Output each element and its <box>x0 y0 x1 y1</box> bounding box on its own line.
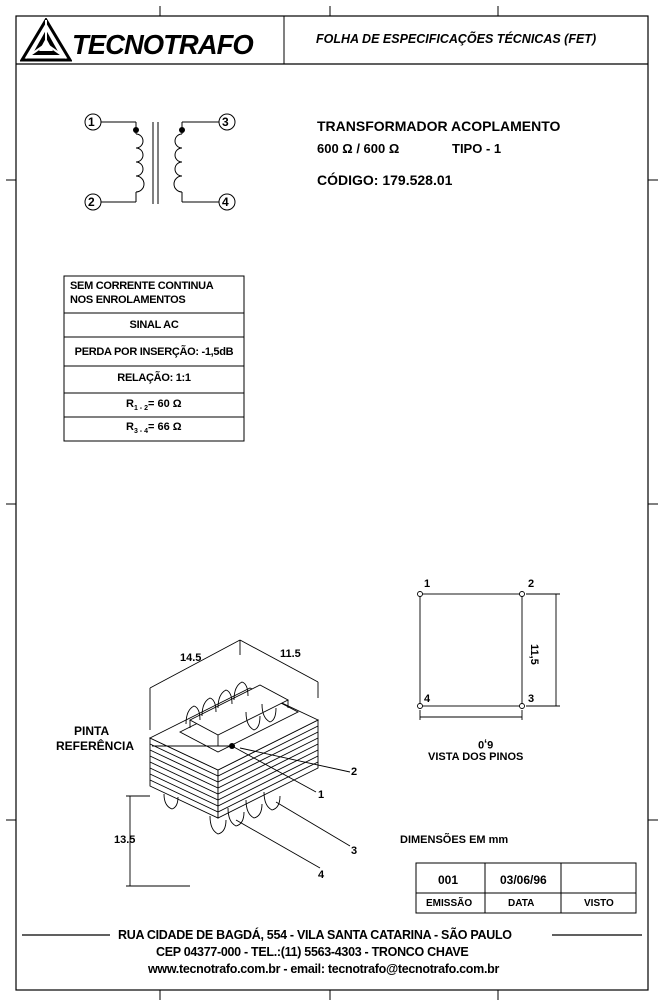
spec-row-dc-line1: SEM CORRENTE CONTINUA <box>70 280 214 292</box>
footer-contact: CEP 04377-000 - TEL.:(11) 5563-4303 - TRONCO CHAVE <box>156 945 469 959</box>
footer-web: www.tecnotrafo.com.br - email: tecnotrafo@tecnotrafo.com.br <box>148 962 500 976</box>
spec-row-signal: SINAL AC <box>129 319 179 331</box>
drawing-pin-4: 4 <box>318 869 325 881</box>
spec-row-r34 <box>126 421 182 435</box>
drawing-pin-3: 3 <box>351 845 358 857</box>
transformer-schematic <box>80 108 240 218</box>
dim-height: 13.5 <box>114 834 136 846</box>
logo-text: TECNOTRAFO <box>72 29 253 60</box>
date-value: 03/06/96 <box>500 873 547 887</box>
pin-view-caption: VISTA DOS PINOS <box>428 751 524 763</box>
product-type: TIPO - 1 <box>452 141 502 156</box>
emission-label: EMISSÃO <box>426 898 473 909</box>
r12-prefix: R <box>126 398 134 410</box>
spec-row-insertion-loss: PERDA POR INSERÇÃO: -1,5dB <box>74 346 234 358</box>
schematic-pin-2: 2 <box>88 195 95 209</box>
date-label: DATA <box>508 898 535 909</box>
pin-reference-line1: PINTA <box>74 724 110 738</box>
r34-prefix: R <box>126 421 134 433</box>
schematic-pin-4: 4 <box>222 195 229 209</box>
dimensions-note: DIMENSÕES EM mm <box>400 834 509 846</box>
drawing-pin-1: 1 <box>318 789 325 801</box>
schematic-pin-3: 3 <box>222 115 229 129</box>
pin-view-3: 3 <box>528 693 535 705</box>
spec-row-r12 <box>126 398 182 412</box>
spec-row-ratio: RELAÇÃO: 1:1 <box>117 372 191 384</box>
r12-value: = 60 Ω <box>147 398 182 410</box>
sheet-title: FOLHA DE ESPECIFICAÇÕES TÉCNICAS (FET) <box>316 32 597 46</box>
pin-view-4: 4 <box>424 693 431 705</box>
tecnotrafo-logo-icon <box>20 18 72 62</box>
product-title: TRANSFORMADOR ACOPLAMENTO <box>317 118 561 134</box>
transformer-isometric-drawing <box>40 620 370 900</box>
dim-depth: 11.5 <box>280 648 301 660</box>
pin-view-diagram <box>410 580 570 730</box>
visto-label: VISTO <box>584 898 614 909</box>
pin-view-1: 1 <box>424 578 431 590</box>
dim-width: 14.5 <box>180 652 202 664</box>
emission-value: 001 <box>438 873 459 887</box>
r34-subscript: 3 - 4 <box>133 428 148 436</box>
pin-view-dim-vertical: 11,5 <box>528 644 540 665</box>
drawing-pin-2: 2 <box>351 766 358 778</box>
pin-view-2: 2 <box>528 578 535 590</box>
pin-reference-line2: REFERÊNCIA <box>56 739 135 753</box>
r12-subscript: 1 - 2 <box>133 405 148 413</box>
product-impedance: 600 Ω / 600 Ω <box>317 141 400 156</box>
spec-row-dc-line2: NOS ENROLAMENTOS <box>70 294 186 306</box>
r34-value: = 66 Ω <box>147 421 182 433</box>
footer-address: RUA CIDADE DE BAGDÁ, 554 - VILA SANTA CATARINA - SÃO PAULO <box>118 928 512 942</box>
product-code: CÓDIGO: 179.528.01 <box>317 172 453 188</box>
pin-view-dim-horizontal: 6,0 <box>478 738 494 750</box>
schematic-pin-1: 1 <box>88 115 95 129</box>
